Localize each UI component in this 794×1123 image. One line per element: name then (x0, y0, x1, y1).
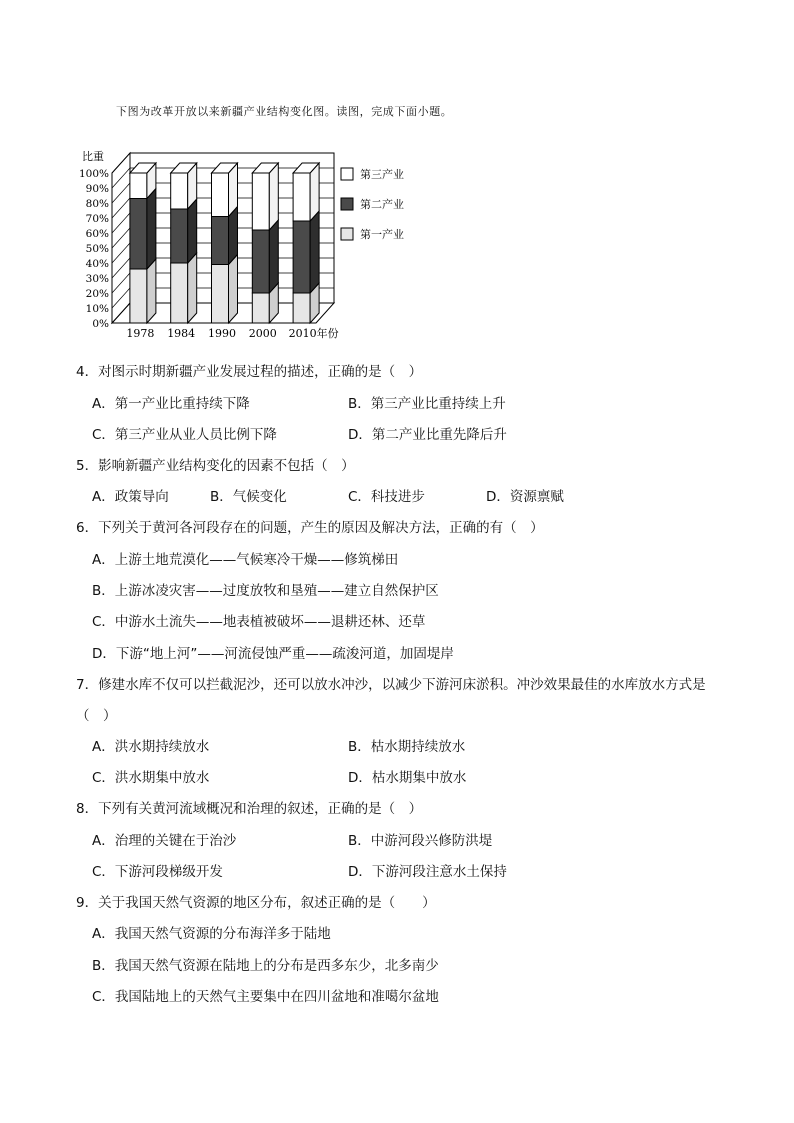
bar-segment (171, 209, 188, 263)
bar-segment (212, 265, 229, 324)
question-8-option-c: C．下游河段梯级开发 (92, 864, 223, 880)
question-5-option-c: C．科技进步 (348, 489, 425, 505)
y-tick-label: 0% (92, 318, 109, 330)
question-4-stem: 4．对图示时期新疆产业发展过程的描述，正确的是（ ） (76, 364, 423, 380)
y-tick-label: 40% (85, 258, 109, 270)
bar-segment-side (269, 163, 278, 230)
bar-segment-side (147, 259, 156, 323)
x-tick-label: 1984 (167, 327, 196, 340)
question-8-option-a: A．治理的关键在于治沙 (92, 833, 237, 849)
question-5-option-d: D．资源禀赋 (486, 489, 564, 505)
question-7-option-c: C．洪水期集中放水 (92, 770, 210, 786)
y-tick-label: 20% (85, 288, 109, 300)
bar-segment (252, 173, 269, 230)
bar-segment (130, 199, 147, 270)
bar-segment-side (188, 199, 197, 263)
bar-segment (293, 293, 310, 323)
bar-segment-side (188, 253, 197, 323)
industry-structure-chart (76, 140, 436, 345)
y-axis-label: 比重 (82, 150, 104, 163)
question-7-stem: 7．修建水库不仅可以拦截泥沙，还可以放水冲沙，以减少下游河床淤积。冲沙效果最佳的水库放水方式是 (76, 677, 706, 693)
question-8-option-b: B．中游河段兴修防洪堤 (348, 833, 493, 849)
bar-segment (252, 230, 269, 293)
bar-segment-side (269, 220, 278, 293)
question-8-option-d: D．下游河段注意水土保持 (348, 864, 507, 880)
y-tick-label: 50% (85, 243, 109, 255)
bar-segment (212, 217, 229, 265)
question-9-option-c: C．我国陆地上的天然气主要集中在四川盆地和准噶尔盆地 (92, 989, 439, 1005)
question-7-option-b: B．枯水期持续放水 (348, 739, 466, 755)
bar-segment-side (229, 255, 238, 324)
question-5-stem: 5．影响新疆产业结构变化的因素不包括（ ） (76, 458, 355, 474)
question-7-option-d: D．枯水期集中放水 (348, 770, 467, 786)
legend-swatch (341, 228, 353, 240)
bar-segment-side (147, 189, 156, 270)
legend-swatch (341, 168, 353, 180)
y-tick-label: 10% (85, 303, 109, 315)
bar-segment (293, 221, 310, 293)
bar-segment (130, 269, 147, 323)
question-6-option-a: A．上游土地荒漠化——气候寒冷干燥——修筑梯田 (92, 552, 399, 568)
legend-label: 第三产业 (360, 168, 404, 181)
bar-segment-side (310, 211, 319, 293)
x-tick-label: 1990 (208, 327, 236, 340)
y-tick-label: 60% (85, 228, 109, 240)
y-tick-label: 100% (78, 168, 109, 180)
question-9-option-a: A．我国天然气资源的分布海洋多于陆地 (92, 926, 331, 942)
bar-segment (212, 173, 229, 217)
intro-text: 下图为改革开放以来新疆产业结构变化图。读图，完成下面小题。 (116, 105, 453, 118)
bar-segment (252, 293, 269, 323)
bar-segment (130, 173, 147, 199)
question-6-option-d: D．下游“地上河”——河流侵蚀严重——疏浚河道，加固堤岸 (92, 646, 454, 662)
question-5-option-a: A．政策导向 (92, 489, 169, 505)
question-7-stem-continuation: （ ） (76, 708, 117, 724)
y-tick-label: 70% (85, 213, 109, 225)
question-5-option-b: B．气候变化 (210, 489, 287, 505)
question-8-stem: 8．下列有关黄河流域概况和治理的叙述，正确的是（ ） (76, 801, 423, 817)
question-7-option-a: A．洪水期持续放水 (92, 739, 210, 755)
question-4-option-d: D．第二产业比重先降后升 (348, 427, 507, 443)
y-tick-label: 30% (85, 273, 109, 285)
y-tick-label: 90% (85, 183, 109, 195)
question-6-option-c: C．中游水土流失——地表植被破坏——退耕还林、还草 (92, 614, 426, 630)
question-6-stem: 6．下列关于黄河各河段存在的问题，产生的原因及解决方法，正确的有（ ） (76, 520, 544, 536)
x-tick-label: 1978 (126, 327, 155, 340)
legend-label: 第二产业 (360, 198, 404, 211)
question-4-option-c: C．第三产业从业人员比例下降 (92, 427, 277, 443)
x-tick-label: 2010年份 (288, 327, 339, 340)
question-4-option-a: A．第一产业比重持续下降 (92, 396, 250, 412)
bar-segment (171, 173, 188, 209)
legend-swatch (341, 198, 353, 210)
x-tick-label: 2000 (248, 327, 277, 340)
y-tick-label: 80% (85, 198, 109, 210)
question-9-stem: 9．关于我国天然气资源的地区分布，叙述正确的是（ ） (76, 895, 436, 911)
question-9-option-b: B．我国天然气资源在陆地上的分布是西多东少，北多南少 (92, 958, 439, 974)
question-6-option-b: B．上游冰凌灾害——过度放牧和垦殖——建立自然保护区 (92, 583, 439, 599)
legend-label: 第一产业 (360, 228, 404, 241)
bar-segment (293, 173, 310, 221)
bar-segment (171, 263, 188, 323)
question-4-option-b: B．第三产业比重持续上升 (348, 396, 506, 412)
